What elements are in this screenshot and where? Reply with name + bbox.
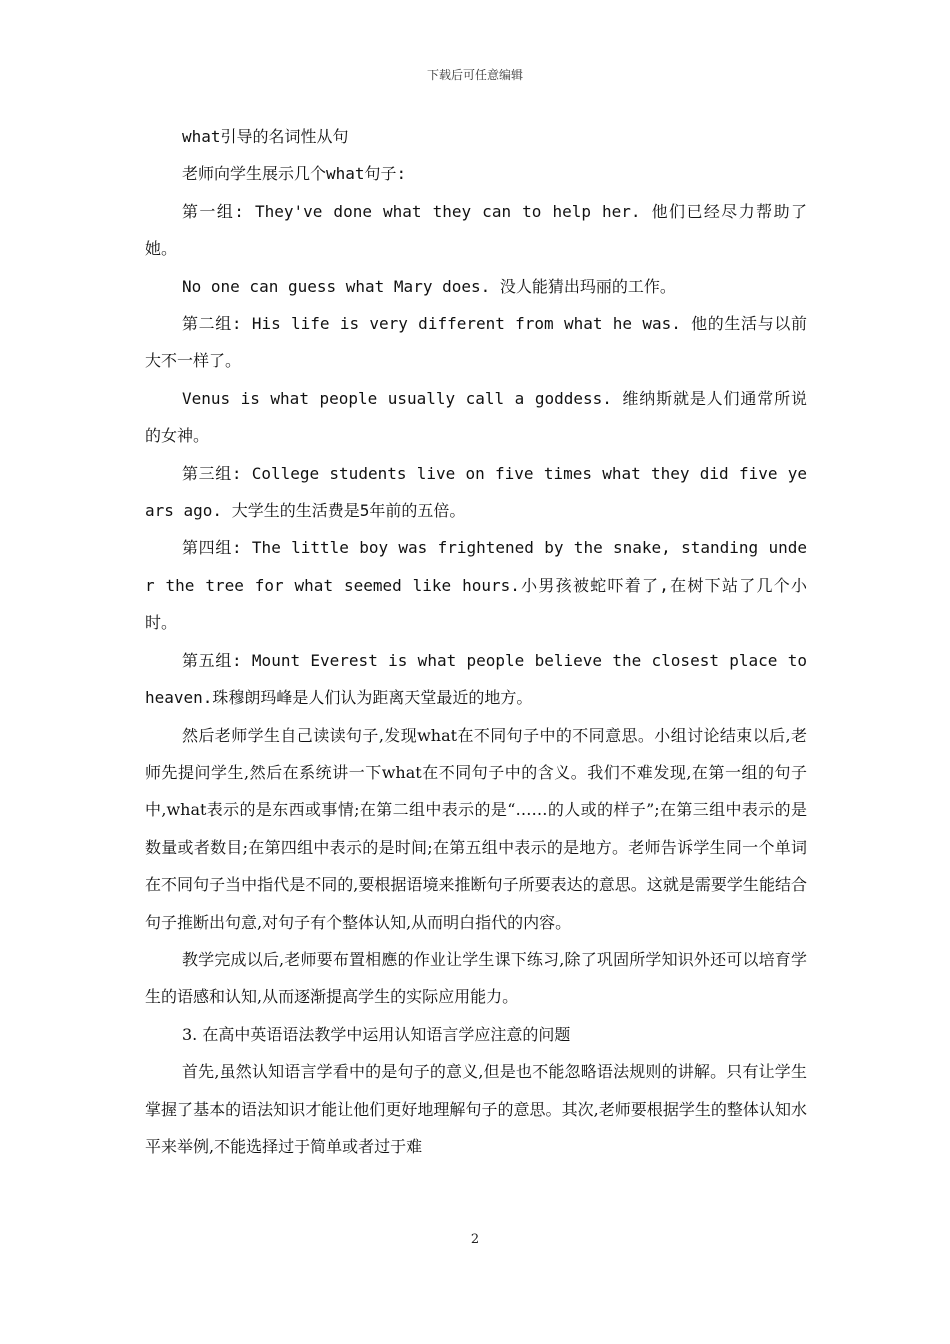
- paragraph-intro: 老师向学生展示几个what句子:: [182, 164, 407, 184]
- page-header: 下载后可任意编辑: [426, 68, 523, 82]
- paragraph-group-1: 第一组: They've done what they can to help her. 他们已经尽力帮助了她。: [145, 201, 807, 259]
- paragraph-group-5: 第五组: Mount Everest is what people believe the closest place to heaven.珠穆朗玛峰是人们认为距离天堂最近的地方。: [145, 650, 807, 708]
- paragraph-what-clause-title: what引导的名词性从句: [182, 127, 349, 146]
- page-number: 2: [470, 1232, 480, 1247]
- paragraph-group-3: 第三组: College students live on five times what they did five years ago. 大学生的生活费是5年前的五倍。: [145, 463, 807, 521]
- paragraph-discussion: 然后老师学生自己读读句子,发现what在不同句子中的不同意思。小组讨论结束以后,老师先提问学生,然后在系统讲一下what在不同句子中的含义。我们不难发现,在第一组的句子中,what表示的是东西或事情;在第二组中表示的是“……的人或的样子”;在第三组中表示的是数量或者数目;在第四组中表示的是时间;在第五组中表示的是地方。老师告诉学生同一个单词在不同句子当中指代是不同的,要根据语境来推断句子所要表达的意思。这就是需要学生能结合句子推断出句意,对句子有个整体认知,从而明白指代的内容。: [145, 725, 807, 932]
- paragraph-group-2-example-2: Venus is what people usually call a goddess. 维纳斯就是人们通常所说的女神。: [145, 388, 807, 446]
- document-body: [145, 118, 807, 1165]
- paragraph-homework: 教学完成以后,老师要布置相應的作业让学生课下练习,除了巩固所学知识外还可以培育学生的语感和认知,从而逐渐提高学生的实际应用能力。: [145, 949, 807, 1007]
- paragraph-group-4: 第四组: The little boy was frightened by the snake, standing under the tree for what seemed like hours.小男孩被蛇吓着了,在树下站了几个小时。: [145, 538, 807, 633]
- paragraph-considerations: 首先,虽然认知语言学看中的是句子的意义,但是也不能忽略语法规则的讲解。只有让学生掌握了基本的语法知识才能让他们更好地理解句子的意思。其次,老师要根据学生的整体认知水平来举例,不能选择过于简单或者过于难: [145, 1062, 807, 1156]
- paragraph-group-1-example-2: No one can guess what Mary does. 没人能猜出玛丽的工作。: [182, 276, 676, 296]
- paragraph-group-2: 第二组: His life is very different from what he was. 他的生活与以前大不一样了。: [145, 314, 807, 371]
- section-heading-3: 3. 在高中英语语法教学中运用认知语言学应注意的问题: [182, 1024, 571, 1044]
